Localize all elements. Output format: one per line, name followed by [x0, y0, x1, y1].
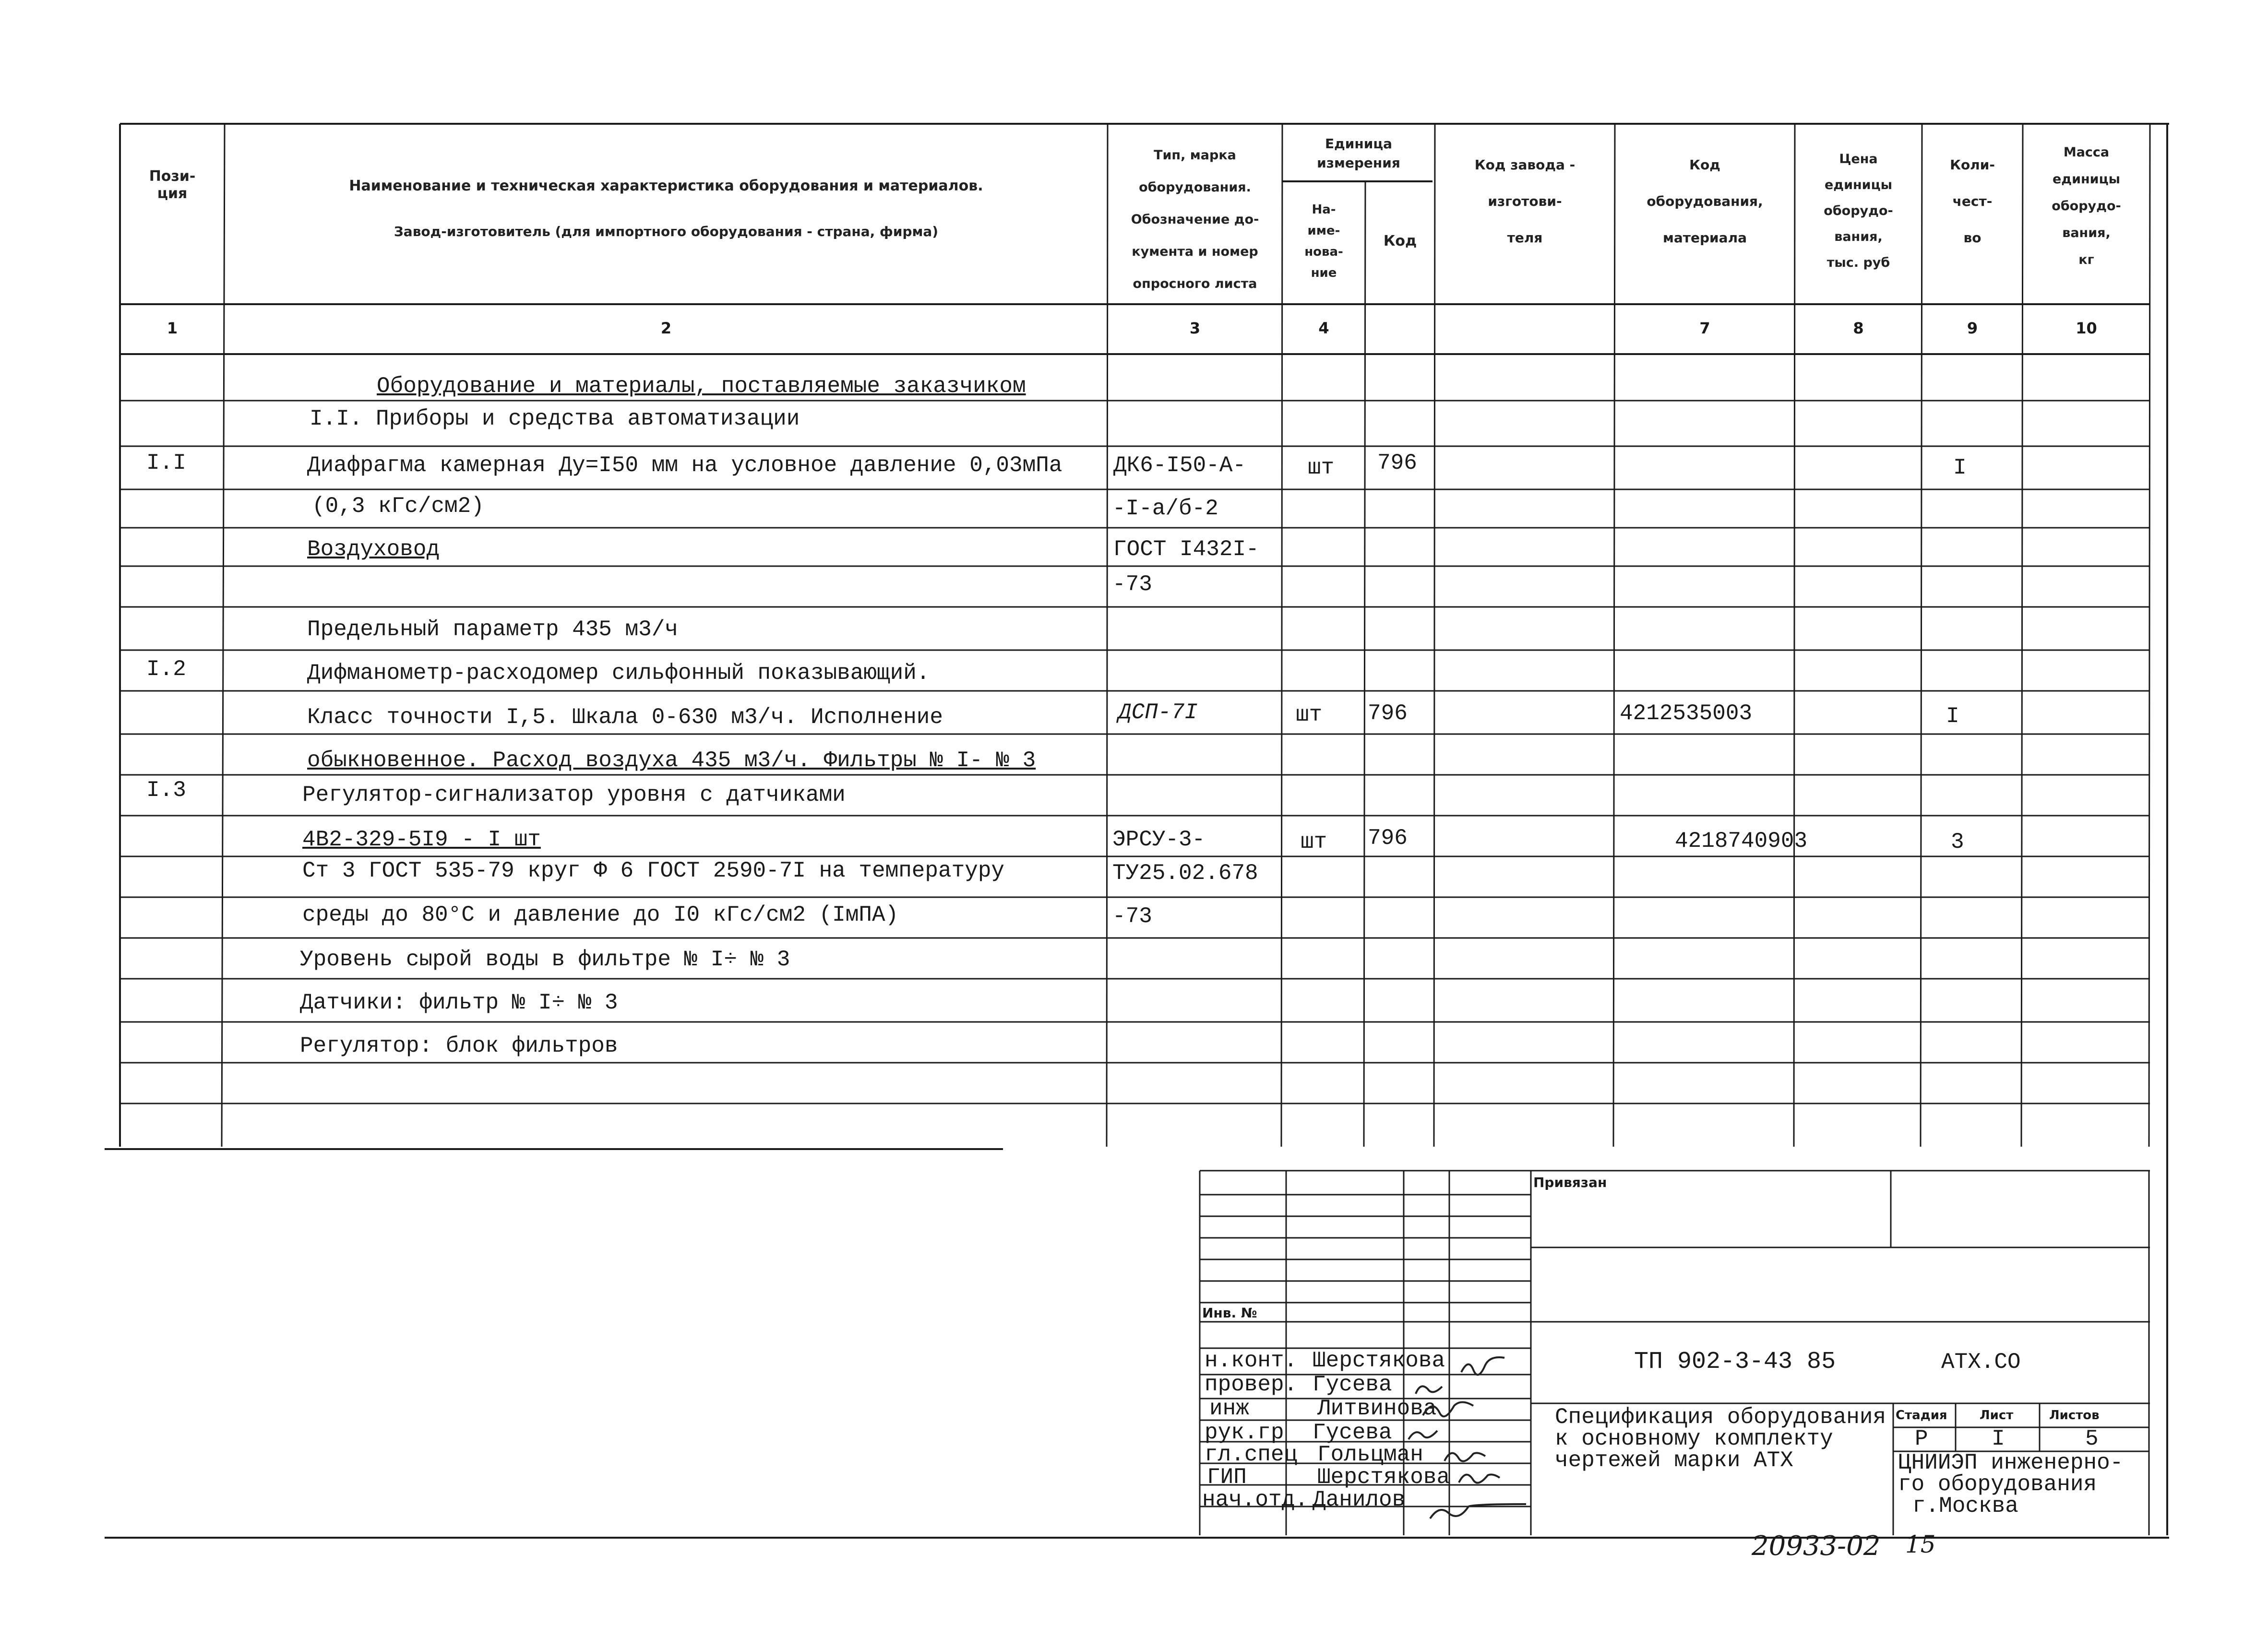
title-line-3: чертежей марки АТХ	[1555, 1448, 1793, 1473]
inventory-label: Инв. №	[1202, 1305, 1257, 1321]
archive-number: 20933-02	[1752, 1530, 1881, 1562]
row4-type: -73	[1112, 572, 1152, 597]
row8-name: обыкновенное. Расход воздуха 435 м3/ч. Фильтры № I- № 3	[307, 748, 1036, 773]
name-5: Гольцман	[1317, 1442, 1423, 1467]
role-3: инж	[1209, 1396, 1249, 1421]
row3-name: Воздуховод	[307, 537, 440, 562]
row12-type: -73	[1112, 904, 1152, 929]
doc-number: ТП 902-3-43 85	[1634, 1348, 1836, 1376]
row9-name: Регулятор-сигнализатор уровня с датчиками	[302, 783, 846, 807]
header-quantity: Коли- чест- во	[1950, 157, 1995, 246]
header-maker-code: Код завода - изготови- теля	[1474, 157, 1576, 246]
section-title: Оборудование и материалы, поставляемые заказчиком	[377, 374, 1026, 399]
sheet-value: I	[1992, 1426, 2005, 1451]
name-1: Шерстякова	[1313, 1348, 1445, 1373]
colnum-3: 3	[1189, 319, 1201, 337]
role-6: ГИП	[1207, 1465, 1247, 1490]
stage-value: Р	[1915, 1426, 1928, 1451]
header-price: Цена единицы оборудо- вания, тыс. руб	[1824, 152, 1893, 270]
stage-label: Стадия	[1896, 1408, 1947, 1423]
row11-type: ТУ25.02.678	[1112, 861, 1258, 886]
header-name-line1: Наименование и техническая характеристика оборудования и материалов.	[349, 178, 983, 194]
row7-name: Класс точности I,5. Шкала 0-630 м3/ч. Исполнение	[307, 705, 943, 730]
role-5: гл.спец	[1205, 1442, 1298, 1467]
org-line-2: го оборудования	[1898, 1472, 2097, 1497]
row1-code: 796	[1377, 451, 1417, 475]
row10-unit: шт	[1301, 830, 1327, 854]
row12-name: среды до 80°С и давление до I0 кГс/см2 (IмПА)	[302, 902, 899, 927]
title-line-1: Спецификация оборудования	[1555, 1405, 1886, 1430]
role-2: провер.	[1205, 1372, 1298, 1397]
row10-equipment-code: 4218740903	[1675, 829, 1808, 854]
privyazan-label: Привязан	[1533, 1174, 1607, 1190]
colnum-4: 4	[1318, 319, 1329, 337]
row10-code: 796	[1368, 826, 1408, 851]
row7-quantity: I	[1946, 704, 1959, 729]
subsection-title: I.I. Приборы и средства автоматизации	[310, 406, 800, 431]
row14-name: Датчики: фильтр № I÷ № 3	[300, 990, 618, 1015]
row11-name: Ст 3 ГОСТ 535-79 круг Ф 6 ГОСТ 2590-7I на температуру	[302, 858, 1005, 883]
colnum-8: 8	[1853, 319, 1864, 337]
sheets-value: 5	[2085, 1426, 2099, 1451]
row1-type: ДК6-I50-А-	[1113, 453, 1246, 478]
header-unit-name: На- име- нова- ние	[1304, 202, 1343, 280]
name-6: Шерстякова	[1317, 1465, 1450, 1490]
row10-type: ЭРСУ-3-	[1112, 827, 1206, 852]
sheets-label: Листов	[2049, 1408, 2100, 1423]
row1-quantity: I	[1953, 455, 1967, 480]
row1-position: I.I	[146, 451, 186, 475]
title-line-2: к основному комплекту	[1555, 1426, 1833, 1451]
name-4: Гусева	[1313, 1420, 1392, 1445]
row7-code: 796	[1368, 701, 1408, 726]
row6-name: Дифманометр-расходомер сильфонный показывающий.	[307, 661, 930, 686]
colnum-9: 9	[1967, 319, 1978, 337]
header-equipment-code: Код оборудования, материала	[1647, 157, 1763, 246]
row2-name: (0,3 кГс/см2)	[312, 494, 484, 519]
header-unit-group: Единица измерения	[1317, 136, 1400, 171]
archive-page: 15	[1905, 1530, 1936, 1558]
row10-name: 4В2-329-5I9 - I шт	[302, 827, 541, 852]
colnum-2: 2	[660, 319, 672, 337]
row5-name: Предельный параметр 435 м3/ч	[307, 617, 678, 642]
header-position: Пози- ция	[149, 168, 196, 202]
row1-name: Диафрагма камерная Ду=I50 мм на условное давление 0,03мПа	[307, 453, 1062, 478]
header-type: Тип, марка оборудования. Обозначение до- кумента и номер опросного листа	[1131, 148, 1259, 291]
header-name-line2: Завод-изготовитель (для импортного оборудования - страна, фирма)	[394, 224, 939, 239]
row2-type: -I-а/б-2	[1112, 496, 1218, 521]
org-line-1: ЦНИИЭП инженерно-	[1898, 1450, 2124, 1475]
org-line-3: г.Москва	[1912, 1494, 2018, 1519]
role-7: нач.отд.	[1202, 1487, 1308, 1512]
row10-quantity: 3	[1951, 830, 1964, 854]
name-7: Данилов	[1313, 1487, 1406, 1512]
header-mass: Масса единицы оборудо- вания, кг	[2052, 145, 2121, 267]
row7-unit: шт	[1296, 702, 1323, 727]
row15-name: Регулятор: блок фильтров	[300, 1033, 618, 1058]
doc-mark: АТХ.СО	[1941, 1350, 2021, 1375]
colnum-7: 7	[1699, 319, 1710, 337]
role-1: н.конт.	[1205, 1348, 1298, 1373]
name-2: Гусева	[1313, 1372, 1392, 1397]
row7-equipment-code: 4212535003	[1620, 701, 1753, 726]
name-3: Литвинова	[1317, 1396, 1437, 1421]
row6-position: I.2	[146, 657, 186, 682]
row13-name: Уровень сырой воды в фильтре № I÷ № 3	[300, 947, 790, 972]
row3-type: ГОСТ I432I-	[1113, 537, 1259, 562]
row1-unit: шт	[1308, 455, 1335, 480]
row9-position: I.3	[146, 778, 186, 803]
sheet-label: Лист	[1980, 1408, 2014, 1423]
colnum-1: 1	[167, 319, 178, 337]
colnum-10: 10	[2076, 319, 2097, 337]
row7-type: ДСП-7I	[1118, 700, 1198, 725]
header-unit-code: Код	[1383, 233, 1417, 249]
role-4: рук.гр	[1205, 1420, 1284, 1445]
